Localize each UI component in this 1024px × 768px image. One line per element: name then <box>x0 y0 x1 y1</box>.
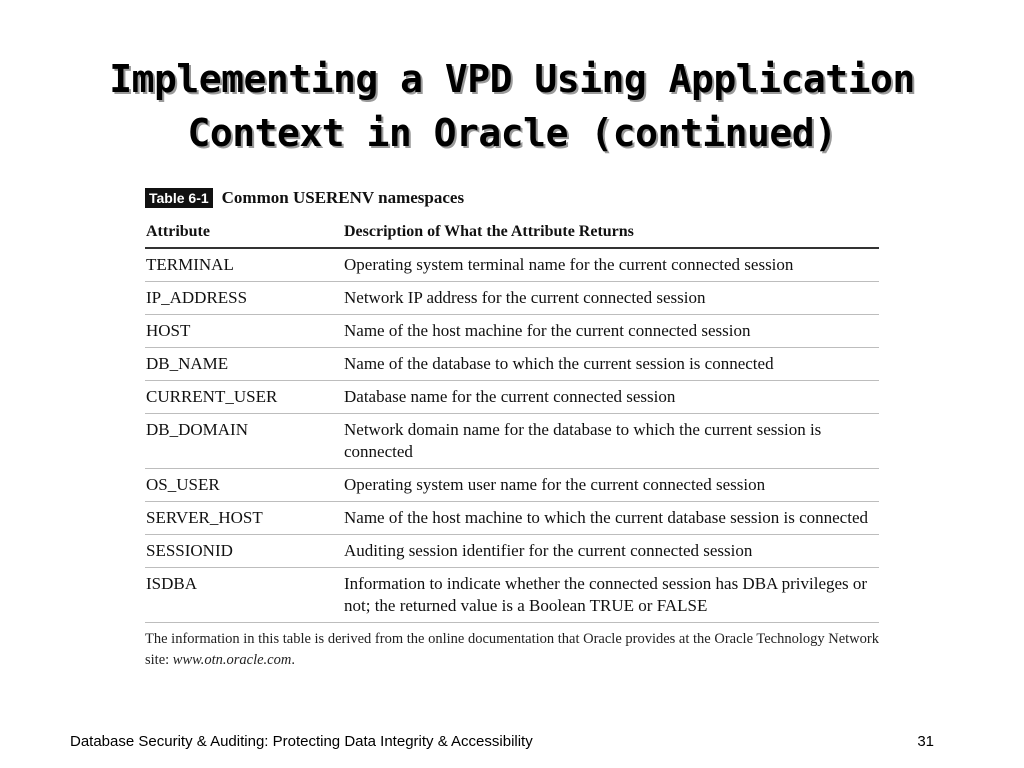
attribute-cell: OS_USER <box>145 469 343 502</box>
description-cell: Database name for the current connected session <box>343 381 879 414</box>
table-caption-text: Common USERENV namespaces <box>221 188 465 207</box>
table-row <box>145 568 879 623</box>
footer-page-number: 31 <box>917 733 934 750</box>
slide-title-line-1: Implementing a VPD Using Application <box>109 57 915 101</box>
table-row <box>145 381 879 414</box>
table-row <box>145 348 879 381</box>
slide-title <box>0 52 1024 160</box>
description-cell: Network domain name for the database to which the current session is connected <box>343 414 879 469</box>
description-cell: Network IP address for the current connected session <box>343 282 879 315</box>
attribute-cell: DB_NAME <box>145 348 343 381</box>
footnote-url: www.otn.oracle.com <box>172 652 292 668</box>
table-header-row <box>145 217 879 248</box>
table-row <box>145 315 879 348</box>
table-row <box>145 502 879 535</box>
attribute-cell: ISDBA <box>145 568 343 623</box>
footnote-end: . <box>291 652 295 668</box>
description-cell: Name of the host machine for the current connected session <box>343 315 879 348</box>
userenv-table-figure <box>145 183 879 671</box>
footer-course-title: Database Security & Auditing: Protecting Data Integrity & Accessibility <box>70 733 533 750</box>
description-cell: Operating system user name for the current connected session <box>343 469 879 502</box>
table-row <box>145 248 879 282</box>
table-row <box>145 469 879 502</box>
description-cell: Information to indicate whether the connected session has DBA privileges or not; the returned value is a Boolean TRUE or FALSE <box>343 568 879 623</box>
slide-title-line-2: Context in Oracle (continued) <box>187 111 837 155</box>
description-cell: Name of the host machine to which the current database session is connected <box>343 502 879 535</box>
table-row <box>145 414 879 469</box>
footnote-text: The information in this table is derived from the online documentation that Oracle provides at the Oracle Technology Network site: <box>145 631 879 668</box>
description-cell: Name of the database to which the current session is connected <box>343 348 879 381</box>
column-header-description: Description of What the Attribute Returns <box>343 217 879 248</box>
table-caption <box>145 183 879 213</box>
attribute-cell: HOST <box>145 315 343 348</box>
table-row <box>145 535 879 568</box>
table-row <box>145 282 879 315</box>
attribute-cell: IP_ADDRESS <box>145 282 343 315</box>
description-cell: Operating system terminal name for the current connected session <box>343 248 879 282</box>
column-header-attribute: Attribute <box>145 217 343 248</box>
attribute-cell: TERMINAL <box>145 248 343 282</box>
table-footnote <box>145 629 879 671</box>
attribute-cell: CURRENT_USER <box>145 381 343 414</box>
description-cell: Auditing session identifier for the current connected session <box>343 535 879 568</box>
attribute-cell: DB_DOMAIN <box>145 414 343 469</box>
attribute-cell: SESSIONID <box>145 535 343 568</box>
attribute-cell: SERVER_HOST <box>145 502 343 535</box>
table-number-tag: Table 6-1 <box>145 188 213 208</box>
userenv-table <box>145 217 879 623</box>
